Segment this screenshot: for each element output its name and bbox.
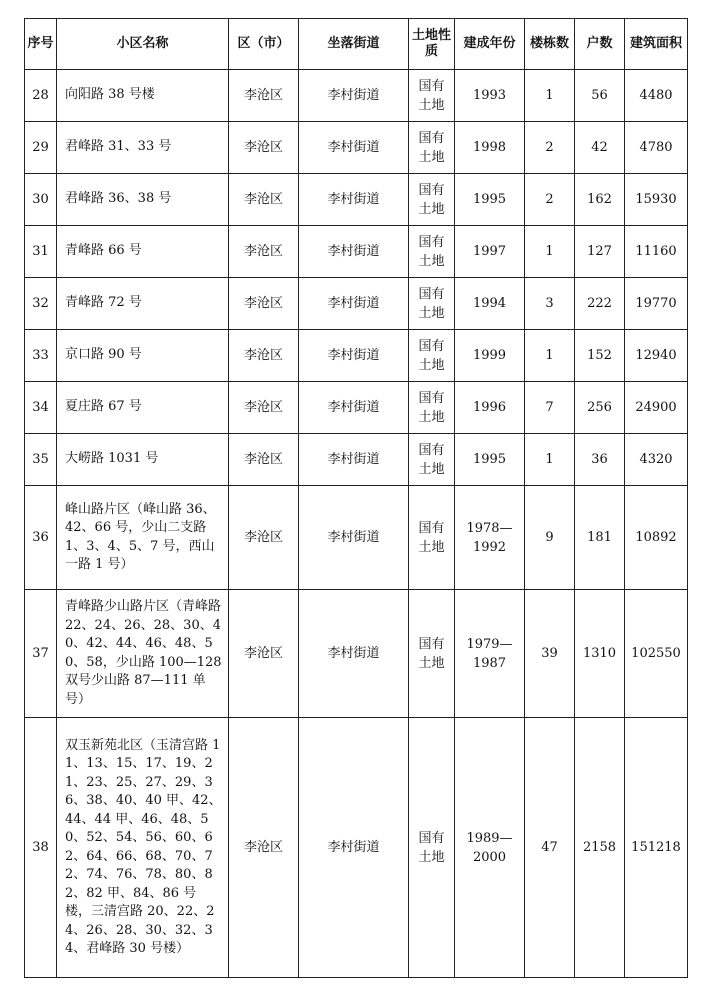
cell-seq	[25, 174, 57, 226]
seq-text: 34	[32, 400, 49, 415]
seq-text: 37	[32, 646, 49, 661]
cell-seq	[25, 278, 57, 330]
cell-name	[57, 434, 229, 486]
cell-district	[229, 122, 299, 174]
district-text: 李沧区	[243, 296, 283, 311]
cell-seq	[25, 434, 57, 486]
street-text: 李村街道	[327, 452, 380, 467]
cell-area	[625, 590, 688, 718]
cell-households	[575, 174, 625, 226]
header-street: 坐落街道	[299, 19, 409, 70]
cell-seq	[25, 330, 57, 382]
land-text: 国有土地	[418, 130, 445, 165]
cell-year	[455, 486, 525, 590]
name-text: 青峰路 72 号	[65, 295, 142, 311]
cell-district	[229, 718, 299, 978]
name-text: 青峰路少山路片区（青峰路 22、24、26、28、30、40、42、44、46、48、50、58，少山路 100—128 双号少山路 87—111 单号）	[65, 599, 222, 707]
area-text: 151218	[631, 840, 681, 855]
cell-area	[625, 434, 688, 486]
district-text: 李沧区	[243, 530, 283, 545]
name-text: 夏庄路 67 号	[65, 399, 142, 415]
year-text: 1994	[472, 296, 507, 311]
cell-name	[57, 382, 229, 434]
land-text: 国有土地	[418, 286, 445, 321]
year-text: 1989—2000	[466, 830, 513, 865]
land-text: 国有土地	[418, 338, 445, 373]
district-text: 李沧区	[243, 244, 283, 259]
cell-buildings	[525, 70, 575, 122]
cell-area	[625, 226, 688, 278]
name-text: 君峰路 31、33 号	[65, 139, 172, 155]
year-text: 1995	[472, 192, 507, 207]
cell-seq	[25, 70, 57, 122]
district-text: 李沧区	[243, 88, 283, 103]
cell-households	[575, 226, 625, 278]
cell-households	[575, 486, 625, 590]
cell-name	[57, 122, 229, 174]
table-row	[25, 174, 688, 226]
street-text: 李村街道	[327, 840, 380, 855]
table-row	[25, 486, 688, 590]
district-text: 李沧区	[243, 400, 283, 415]
buildings-text: 47	[541, 840, 558, 855]
cell-district	[229, 226, 299, 278]
buildings-text: 9	[545, 530, 554, 545]
cell-area	[625, 278, 688, 330]
cell-buildings	[525, 590, 575, 718]
area-text: 19770	[635, 296, 677, 311]
area-text: 10892	[635, 530, 677, 545]
buildings-text: 2	[545, 140, 554, 155]
name-text: 双玉新苑北区（玉清宫路 11、13、15、17、19、21、23、25、27、29、36、38、40、40 甲、42、44、44 甲、46、48、50、52、54、56、60、62、64、66、68、70、72、74、76、78、80、82、82 甲、84、86 号楼，三清宫路 20、22、24、26、28、30、32、34、君峰路 30 号楼）	[65, 737, 222, 956]
cell-households	[575, 70, 625, 122]
land-text: 国有土地	[418, 390, 445, 425]
households-text: 127	[587, 244, 612, 259]
cell-land	[409, 174, 455, 226]
cell-land	[409, 70, 455, 122]
buildings-text: 1	[545, 244, 554, 259]
cell-seq	[25, 590, 57, 718]
seq-text: 36	[32, 530, 49, 545]
year-text: 1978—1992	[466, 520, 513, 555]
land-text: 国有土地	[418, 520, 445, 555]
name-text: 京口路 90 号	[65, 347, 142, 363]
cell-buildings	[525, 382, 575, 434]
cell-area	[625, 718, 688, 978]
cell-buildings	[525, 174, 575, 226]
cell-land	[409, 486, 455, 590]
cell-households	[575, 434, 625, 486]
cell-year	[455, 174, 525, 226]
district-text: 李沧区	[243, 646, 283, 661]
seq-text: 35	[32, 452, 49, 467]
cell-land	[409, 278, 455, 330]
households-text: 56	[591, 88, 608, 103]
seq-text: 28	[32, 88, 49, 103]
cell-area	[625, 486, 688, 590]
area-text: 4320	[639, 452, 673, 467]
seq-text: 32	[32, 296, 49, 311]
cell-name	[57, 330, 229, 382]
cell-buildings	[525, 434, 575, 486]
cell-buildings	[525, 122, 575, 174]
name-text: 君峰路 36、38 号	[65, 191, 172, 207]
header-year: 建成年份	[455, 19, 525, 70]
street-text: 李村街道	[327, 140, 380, 155]
cell-street	[299, 226, 409, 278]
cell-seq	[25, 122, 57, 174]
land-text: 国有土地	[418, 442, 445, 477]
table-row	[25, 590, 688, 718]
header-land: 土地性质	[409, 19, 455, 70]
buildings-text: 39	[541, 646, 558, 661]
land-text: 国有土地	[418, 636, 445, 671]
cell-name	[57, 226, 229, 278]
cell-district	[229, 278, 299, 330]
households-text: 152	[587, 348, 612, 363]
cell-street	[299, 70, 409, 122]
cell-year	[455, 434, 525, 486]
households-text: 181	[587, 530, 612, 545]
area-text: 4780	[639, 140, 673, 155]
street-text: 李村街道	[327, 530, 380, 545]
cell-street	[299, 382, 409, 434]
cell-households	[575, 278, 625, 330]
land-text: 国有土地	[418, 830, 445, 865]
households-text: 162	[587, 192, 612, 207]
district-text: 李沧区	[243, 140, 283, 155]
year-text: 1996	[472, 400, 507, 415]
cell-district	[229, 590, 299, 718]
district-text: 李沧区	[243, 192, 283, 207]
cell-street	[299, 122, 409, 174]
cell-seq	[25, 382, 57, 434]
cell-households	[575, 590, 625, 718]
cell-buildings	[525, 330, 575, 382]
district-text: 李沧区	[243, 452, 283, 467]
seq-text: 38	[32, 840, 49, 855]
district-text: 李沧区	[243, 840, 283, 855]
seq-text: 31	[32, 244, 49, 259]
seq-text: 29	[32, 140, 49, 155]
cell-street	[299, 278, 409, 330]
cell-district	[229, 434, 299, 486]
cell-street	[299, 486, 409, 590]
seq-text: 33	[32, 348, 49, 363]
cell-area	[625, 122, 688, 174]
cell-year	[455, 382, 525, 434]
cell-street	[299, 434, 409, 486]
households-text: 256	[587, 400, 612, 415]
buildings-text: 1	[545, 348, 554, 363]
cell-street	[299, 590, 409, 718]
cell-district	[229, 382, 299, 434]
community-table	[24, 18, 688, 978]
cell-year	[455, 226, 525, 278]
cell-seq	[25, 718, 57, 978]
land-text: 国有土地	[418, 182, 445, 217]
cell-year	[455, 330, 525, 382]
cell-households	[575, 382, 625, 434]
cell-land	[409, 590, 455, 718]
cell-land	[409, 122, 455, 174]
header-area: 建筑面积	[625, 19, 688, 70]
cell-name	[57, 278, 229, 330]
table-row	[25, 278, 688, 330]
header-buildings: 楼栋数	[525, 19, 575, 70]
street-text: 李村街道	[327, 646, 380, 661]
cell-land	[409, 226, 455, 278]
buildings-text: 1	[545, 452, 554, 467]
table-row	[25, 330, 688, 382]
households-text: 36	[591, 452, 608, 467]
cell-buildings	[525, 278, 575, 330]
area-text: 24900	[635, 400, 677, 415]
cell-district	[229, 330, 299, 382]
year-text: 1997	[472, 244, 507, 259]
cell-street	[299, 174, 409, 226]
cell-name	[57, 718, 229, 978]
land-text: 国有土地	[418, 78, 445, 113]
header-row	[25, 19, 688, 70]
street-text: 李村街道	[327, 400, 380, 415]
cell-households	[575, 122, 625, 174]
name-text: 青峰路 66 号	[65, 243, 142, 259]
table-row	[25, 434, 688, 486]
header-district: 区（市）	[229, 19, 299, 70]
cell-name	[57, 590, 229, 718]
cell-land	[409, 330, 455, 382]
cell-area	[625, 382, 688, 434]
cell-name	[57, 70, 229, 122]
table-row	[25, 226, 688, 278]
cell-households	[575, 718, 625, 978]
street-text: 李村街道	[327, 244, 380, 259]
households-text: 222	[587, 296, 612, 311]
district-text: 李沧区	[243, 348, 283, 363]
seq-text: 30	[32, 192, 49, 207]
buildings-text: 3	[545, 296, 554, 311]
cell-buildings	[525, 226, 575, 278]
street-text: 李村街道	[327, 296, 380, 311]
cell-year	[455, 122, 525, 174]
area-text: 12940	[635, 348, 677, 363]
cell-seq	[25, 226, 57, 278]
cell-seq	[25, 486, 57, 590]
table-row	[25, 718, 688, 978]
name-text: 大崂路 1031 号	[65, 451, 159, 467]
area-text: 4480	[639, 88, 673, 103]
cell-households	[575, 330, 625, 382]
cell-year	[455, 590, 525, 718]
cell-street	[299, 330, 409, 382]
households-text: 2158	[582, 840, 617, 855]
table-row	[25, 122, 688, 174]
cell-name	[57, 486, 229, 590]
cell-land	[409, 382, 455, 434]
year-text: 1995	[472, 452, 507, 467]
households-text: 1310	[582, 646, 617, 661]
cell-name	[57, 174, 229, 226]
area-text: 102550	[631, 646, 681, 661]
buildings-text: 1	[545, 88, 554, 103]
year-text: 1998	[472, 140, 507, 155]
name-text: 向阳路 38 号楼	[65, 87, 155, 103]
cell-district	[229, 70, 299, 122]
street-text: 李村街道	[327, 348, 380, 363]
cell-district	[229, 174, 299, 226]
land-text: 国有土地	[418, 234, 445, 269]
area-text: 11160	[635, 244, 677, 259]
cell-year	[455, 278, 525, 330]
cell-land	[409, 718, 455, 978]
cell-year	[455, 70, 525, 122]
table-row	[25, 70, 688, 122]
cell-street	[299, 718, 409, 978]
street-text: 李村街道	[327, 192, 380, 207]
table-row	[25, 382, 688, 434]
name-text: 峰山路片区（峰山路 36、42、66 号，少山二支路 1、3、4、5、7 号，西山一路 1 号）	[65, 501, 216, 572]
cell-buildings	[525, 718, 575, 978]
year-text: 1993	[472, 88, 507, 103]
cell-land	[409, 434, 455, 486]
buildings-text: 2	[545, 192, 554, 207]
cell-area	[625, 174, 688, 226]
street-text: 李村街道	[327, 88, 380, 103]
cell-area	[625, 70, 688, 122]
header-name: 小区名称	[57, 19, 229, 70]
header-households: 户数	[575, 19, 625, 70]
year-text: 1979—1987	[466, 636, 513, 671]
year-text: 1999	[472, 348, 507, 363]
cell-district	[229, 486, 299, 590]
area-text: 15930	[635, 192, 677, 207]
buildings-text: 7	[545, 400, 554, 415]
cell-buildings	[525, 486, 575, 590]
households-text: 42	[591, 140, 608, 155]
cell-year	[455, 718, 525, 978]
header-seq: 序号	[25, 19, 57, 70]
cell-area	[625, 330, 688, 382]
